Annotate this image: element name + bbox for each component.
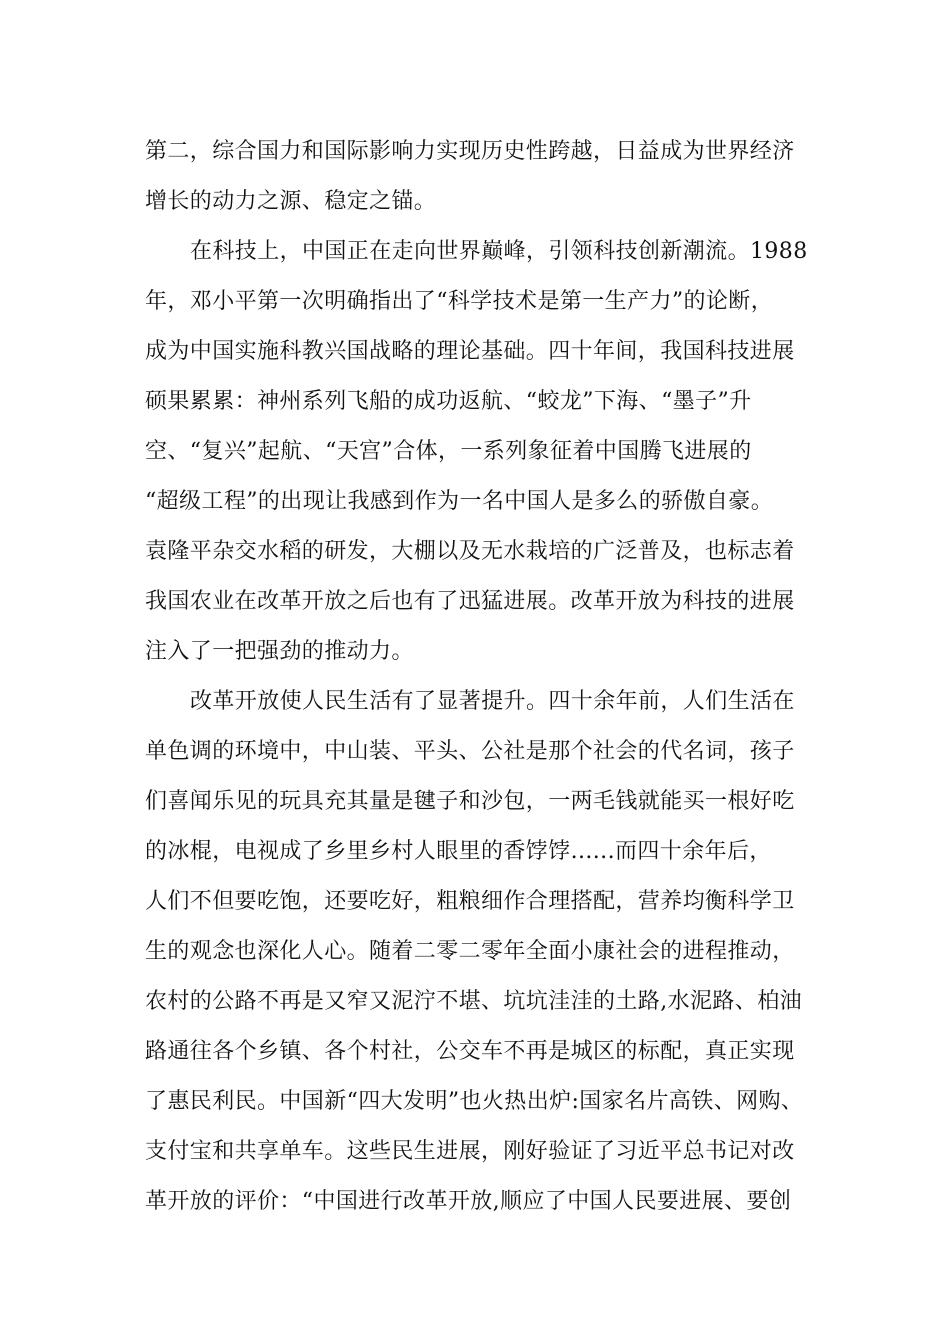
text-line: 空、“复兴”起航、“天宫”合体，一系列象征着中国腾飞进展的	[145, 439, 752, 464]
text-line: 的冰棍，电视成了乡里乡村人眼里的香饽饽......而四十余年后，	[145, 839, 772, 864]
text-line: 第二，综合国力和国际影响力实现历史性跨越，日益成为世界经济	[145, 139, 795, 164]
paragraph-first-line: 改革开放使人民生活有了显著提升。四十余年前，人们生活在	[190, 689, 795, 714]
text-line: 支付宝和共享单车。这些民生进展，刚好验证了习近平总书记对改	[145, 1139, 795, 1164]
text-line: 们喜闻乐见的玩具充其量是毽子和沙包，一两毛钱就能买一根好吃	[145, 789, 795, 814]
text-line: 年，邓小平第一次明确指出了“科学技术是第一生产力”的论断，	[145, 289, 774, 314]
text-line: “超级工程”的出现让我感到作为一名中国人是多么的骄傲自豪。	[145, 489, 774, 514]
text-line: 增长的动力之源、稳定之锚。	[145, 189, 437, 214]
text-line: 单色调的环境中，中山装、平头、公社是那个社会的代名词，孩子	[145, 739, 795, 764]
text-line: 硕果累累：神州系列飞船的成功返航、“蛟龙”下海、“墨子”升	[145, 389, 752, 414]
text-line: 生的观念也深化人心。随着二零二零年全面小康社会的进程推动，	[145, 939, 795, 964]
text-line: 了惠民利民。中国新“四大发明”也火热出炉:国家名片高铁、网购、	[145, 1089, 804, 1114]
paragraph-first-line: 在科技上，中国正在走向世界巅峰，引领科技创新潮流。1988	[190, 239, 808, 264]
text-line: 革开放的评价：“中国进行改革开放,顺应了中国人民要进展、要创	[145, 1189, 792, 1214]
text-line: 袁隆平杂交水稻的研发，大棚以及无水栽培的广泛普及，也标志着	[145, 539, 795, 564]
text-line: 我国农业在改革开放之后也有了迅猛进展。改革开放为科技的进展	[145, 589, 795, 614]
text-line: 农村的公路不再是又窄又泥泞不堪、坑坑洼洼的土路,水泥路、柏油	[145, 989, 802, 1014]
text-line: 人们不但要吃饱，还要吃好，粗粮细作合理搭配，营养均衡科学卫	[145, 889, 795, 914]
text-line: 路通往各个乡镇、各个村社，公交车不再是城区的标配，真正实现	[145, 1039, 795, 1064]
text-line: 注入了一把强劲的推动力。	[145, 639, 414, 664]
text-line: 成为中国实施科教兴国战略的理论基础。四十年间，我国科技进展	[145, 339, 795, 364]
